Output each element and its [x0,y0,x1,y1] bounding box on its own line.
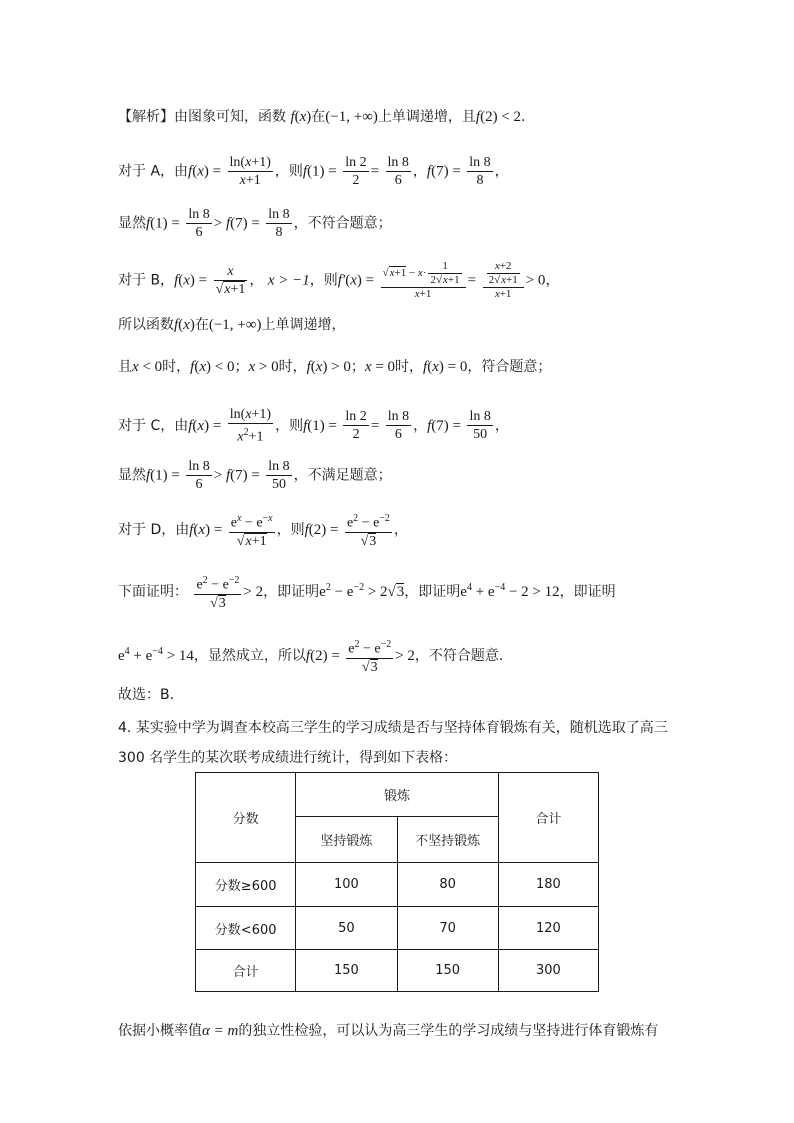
option-a-line-2: 显然f(1) = $\frac{\ln 8}{6}$ > f(7) = $\frac{\ln 8}{8}$ ，不符合题意； [118,207,392,240]
table-row [196,863,599,907]
table-header-score: 分数 [196,773,296,863]
fraction: $\frac{\ln 8}{8}$ [268,207,290,240]
text: ， [494,163,509,180]
table-cell: 150 [296,950,397,992]
text: 且 [118,359,132,375]
text: 时， [162,359,191,375]
text: 时， [395,359,424,375]
text: ； [234,359,249,375]
text: ，则 [275,417,304,434]
option-a-line-1: 对于 A，由f(x) = $\frac{\ln(x+1)}{x+1}$ ，则f(1) = $\frac{\ln 2}{2}$ = $\frac{\ln 8}{6}$ ，f(7) = $\frac{\ln 8}{8}$ ， [118,155,509,188]
fraction: $e^2 - e^{-2}$ √ 3 [345,510,392,550]
analysis-line-1: 【解析】由图象可知，函数 f(x)在(−1, +∞)上单调递增，且f(2) < 2. [118,109,526,125]
text: 显然 [118,215,146,232]
formula: (−1, +∞) [208,317,262,333]
fraction: $e^x - e^{-x}$ √ x+1 [229,510,275,550]
formula: f(2) < 2 [475,109,522,125]
text: ，不符合题意； [293,215,392,232]
fraction: $\frac{\ln 8}{50}$ [268,459,290,492]
text: 上单调递增， [261,317,346,333]
text: ，则 [274,163,303,180]
table-row [196,950,599,992]
option-b-line-3: 且x < 0时，f(x) < 0；x > 0时，f(x) > 0；x = 0时，f(x) = 0，符合题意； [118,359,552,375]
fraction: √ x+1 − x· $\frac{1}{2√ x+1}$ x+1 [381,260,466,301]
table-header-nokeep: 不坚持锻炼 [397,817,498,863]
proof-line-2: $e^4 + e^{-4} > 14$，显然成立，所以f(2) = $e^2 - e^{-2}$ √ 3 > 2，不符合题意. [118,636,503,676]
fraction: $\frac{\ln 8}{50}$ [469,409,491,443]
formula: f(x) [290,109,312,125]
text: ，符合题意； [467,359,552,375]
fraction: $\frac{\ln 8}{8}$ [469,155,491,188]
text: 的独立性检验，可以认为高三学生的学习成绩与坚持进行体育锻炼有 [238,1023,659,1039]
text: 下面证明： [118,583,188,600]
fraction: $e^2 - e^{-2}$ √ 3 [346,636,393,676]
table-cell: 150 [397,950,498,992]
text: ， [393,521,408,538]
fraction: $\frac{\ln 8}{6}$ [387,409,410,443]
table-cell: 80 [397,863,498,907]
text: ，则 [276,521,305,538]
condition: x > −1 [267,272,310,289]
analysis-label: 【解析】 [118,109,174,125]
fraction: $\frac{\frac{x+2}{2√ x+1}}{x+1}$ [483,260,524,301]
table-cell: 120 [498,907,598,950]
text: ，显然成立，所以 [193,647,306,664]
table-header-exercise: 锻炼 [296,773,498,817]
option-b-line-2 [118,314,345,336]
table-header-row [196,773,599,817]
text: 对于 D，由 [118,521,190,538]
option-c-line-2: 显然f(1) = $\frac{\ln 8}{6}$ > f(7) = $\frac{\ln 8}{50}$ ，不满足题意； [118,459,392,492]
text: ， [494,417,509,434]
formula: α = m [202,1023,239,1039]
formula: f(7) = [426,163,461,180]
fraction: $\frac{\ln 8}{6}$ [188,459,210,492]
option-d-line-1: 对于 D，由f(x) = $e^x - e^{-x}$ √ x+1 ，则f(2) = $e^2 - e^{-2}$ √ 3 ， [118,510,408,550]
formula: f(x) [174,317,195,333]
text: ，不符合题意. [414,647,504,664]
formula: f(x) = [188,163,222,180]
text: ， [545,272,560,289]
table-row [196,907,599,950]
fraction: x √ x+1 [214,263,248,298]
text: ，即证明 [263,583,320,600]
text: ， [413,417,428,434]
option-c-line-1: 对于 C，由f(x) = $\frac{\ln(x+1)}{x^2+1}$ ，则f(1) = $\frac{\ln 2}{2}$ = $\frac{\ln 8}{6}$ ，f(7) = $\frac{\ln 8}{50}$ ， [118,407,509,445]
fraction: $\frac{\ln(x+1)}{x+1}$ [229,155,271,188]
contingency-table [195,772,599,992]
formula: f(1) = [146,215,180,232]
formula: f(x) = [174,272,208,289]
table-cell: 分数<600 [196,907,296,950]
fraction: $\frac{\ln 2}{2}$ [345,409,367,443]
text: ，则 [309,272,338,289]
text: 对于 C，由 [118,417,189,434]
text: 在 [311,109,326,125]
fraction: $\frac{\ln 8}{6}$ [387,155,409,188]
text: 上单调递增，且 [377,109,476,125]
table-cell: 50 [296,907,397,950]
text: ，不满足题意； [293,467,392,484]
question-4-line-1: 4. 某实验中学为调查本校高三学生的学习成绩是否与坚持体育锻炼有关，随机选取了高三 [118,720,668,736]
table-header-keep: 坚持锻炼 [296,817,397,863]
text: ， [412,163,427,180]
table-cell: 300 [498,950,598,992]
answer-line: 故选：B. [118,687,175,703]
fraction: $\frac{\ln(x+1)}{x^2+1}$ [229,407,272,445]
formula: (−1, +∞) [325,109,378,125]
text: ； [350,359,365,375]
table-cell: 合计 [196,950,296,992]
text: 对于 A，由 [118,163,189,180]
option-b-line-1: 对于 B，f(x) = x √ x+1 ， x > −1，则f′(x) = √ x+1 − x· $\frac{1}{2√ x+1}$ x+1 = $\frac{\frac{x+2}{2√ x+1}}{x+1}$ > 0， [118,260,559,301]
table-header-total: 合计 [498,773,598,863]
formula: f′(x) = [337,272,375,289]
text: 所以函数 [118,317,174,333]
formula: f(1) = [302,163,337,180]
text: ，即证明 [404,583,461,600]
text: ，即证明 [559,583,616,600]
intro-text: 由图象可知，函数 [174,109,286,125]
table-cell: 分数≥600 [196,863,296,907]
text: 在 [194,317,209,333]
text: 显然 [118,467,146,484]
question-4-footer [118,1020,658,1042]
text: 对于 B， [118,272,175,289]
fraction: $e^2 - e^{-2}$ √ 3 [194,572,241,612]
table-cell: 70 [397,907,498,950]
table-cell: 180 [498,863,598,907]
fraction: $\frac{\ln 8}{6}$ [188,207,210,240]
proof-line-1: 下面证明： $e^2 - e^{-2}$ √ 3 > 2，即证明$e^2 - e^{-2} > 2√$ 3，即证明$e^4 + e^{-4} - 2 > 12$，即证明 [118,572,616,612]
text: 时， [278,359,307,375]
table-cell: 100 [296,863,397,907]
question-4-line-2: 300 名学生的某次联考成绩进行统计，得到如下表格： [118,750,458,766]
text: 依据小概率值 [118,1023,202,1039]
fraction: $\frac{\ln 2}{2}$ [345,155,367,188]
